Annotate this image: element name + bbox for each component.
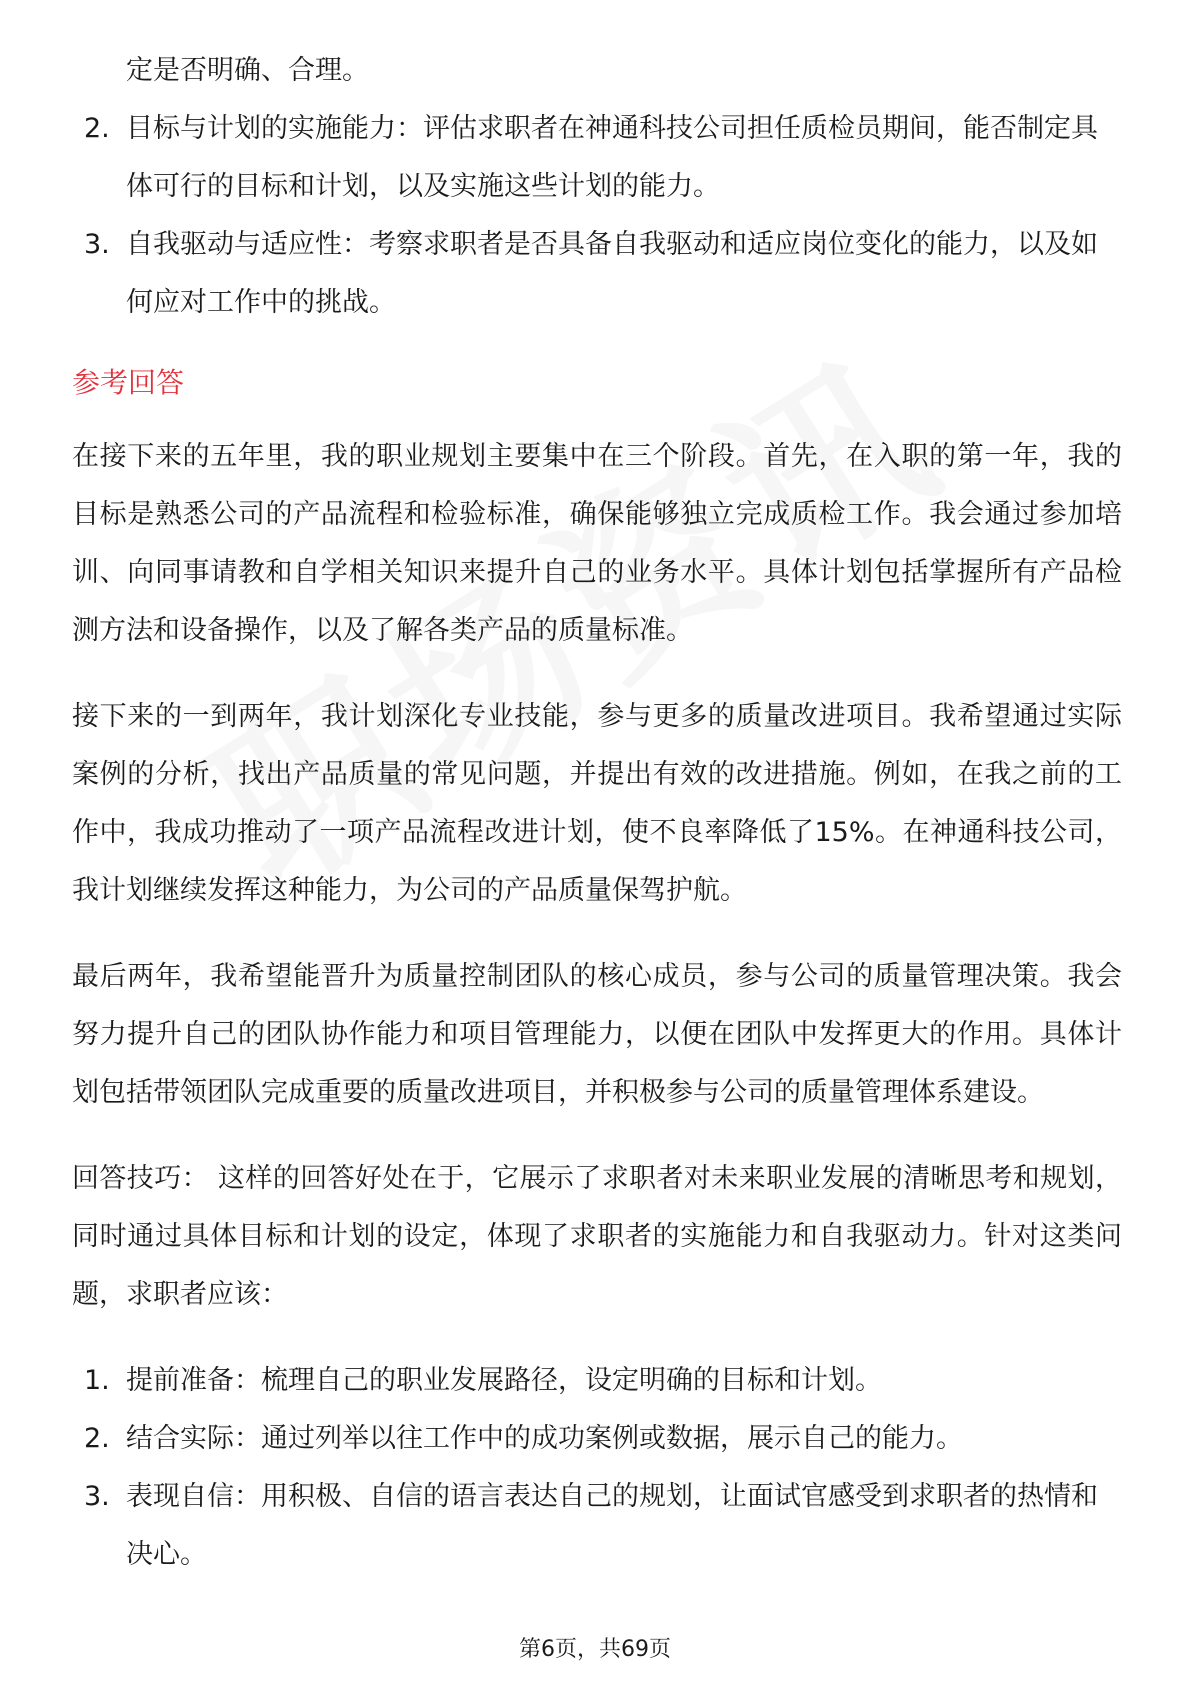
page-number: 第6页，共69页 [519,1637,671,1662]
answer-paragraph: 接下来的一到两年，我计划深化专业技能，参与更多的质量改进项目。我希望通过实际案例的分析，找出产品质量的常见问题，并提出有效的改进措施。例如，在我之前的工作中，我成功推动了一项产品流程改进计划，使不良率降低了15%。在神通科技公司，我计划继续发挥这种能力，为公司的产品质量保驾护航。 [72,701,1122,906]
list-item [72,1352,1122,1410]
evaluation-list [72,100,1122,332]
list-number: 2. [84,1423,110,1454]
list-item-text: 自我驱动与适应性：考察求职者是否具备自我驱动和适应岗位变化的能力，以及如何应对工作中的挑战。 [126,229,1098,318]
list-number: 3. [84,229,110,260]
list-number: 2. [84,113,110,144]
list-item [72,1410,1122,1468]
list-item [72,100,1122,216]
list-item-continuation: 定是否明确、合理。 [126,55,369,86]
list-item-text: 提前准备：梳理自己的职业发展路径，设定明确的目标和计划。 [126,1365,882,1396]
answer-paragraph: 在接下来的五年里，我的职业规划主要集中在三个阶段。首先，在入职的第一年，我的目标是熟悉公司的产品流程和检验标准，确保能够独立完成质检工作。我会通过参加培训、向同事请教和自学相关知识来提升自己的业务水平。具体计划包括掌握所有产品检测方法和设备操作，以及了解各类产品的质量标准。 [72,441,1122,646]
answer-paragraph: 最后两年，我希望能晋升为质量控制团队的核心成员，参与公司的质量管理决策。我会努力提升自己的团队协作能力和项目管理能力，以便在团队中发挥更大的作用。具体计划包括带领团队完成重要的质量改进项目，并积极参与公司的质量管理体系建设。 [72,961,1122,1108]
list-number: 3. [84,1481,110,1512]
section-title: 参考回答 [72,366,185,399]
list-item-text: 表现自信：用积极、自信的语言表达自己的规划，让面试官感受到求职者的热情和决心。 [126,1481,1098,1570]
list-number: 1. [84,1365,110,1396]
list-item [72,216,1122,332]
list-item-text: 结合实际：通过列举以往工作中的成功案例或数据，展示自己的能力。 [126,1423,963,1454]
page-content [72,42,1122,1584]
list-item [72,1468,1122,1584]
list-item-text: 目标与计划的实施能力：评估求职者在神通科技公司担任质检员期间，能否制定具体可行的目标和计划，以及实施这些计划的能力。 [126,113,1098,202]
tips-list [72,1352,1122,1584]
tips-paragraph: 回答技巧： 这样的回答好处在于，它展示了求职者对未来职业发展的清晰思考和规划，同时通过具体目标和计划的设定，体现了求职者的实施能力和自我驱动力。针对这类问题，求职者应该： [72,1163,1122,1310]
